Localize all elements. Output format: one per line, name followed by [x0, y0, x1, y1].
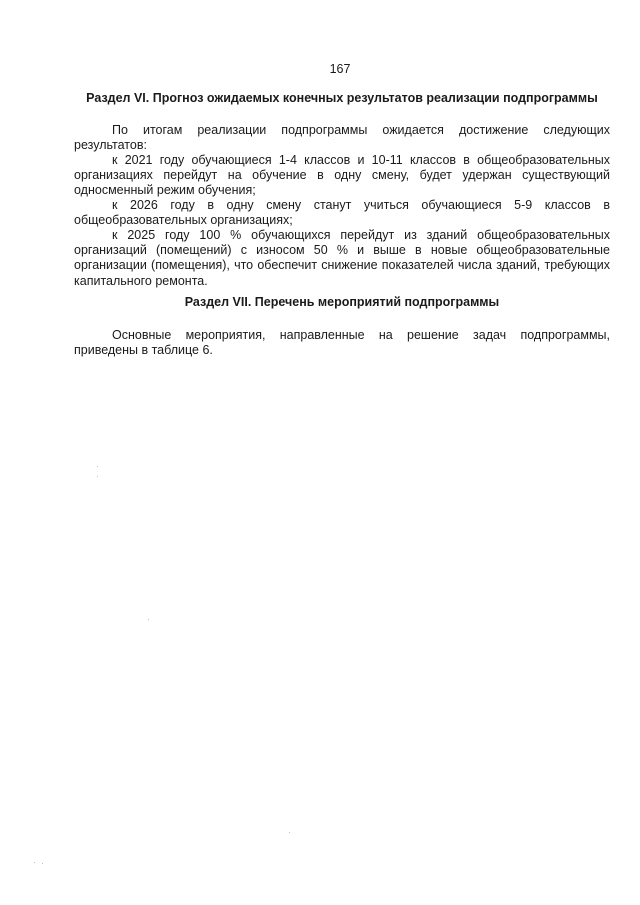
scan-speck [97, 466, 98, 467]
section-6-paragraph-2025: к 2025 году 100 % обучающихся перейдут из зданий общеобразовательных организаций (помещений) с износом 50 % и выше в новые общеобразовательные организации (помещения), что обеспечит снижение показателей числа зданий, требующих капитального ремонта. [74, 228, 610, 288]
section-7-paragraph-main: Основные мероприятия, направленные на решение задач подпрограммы, приведены в таблице 6. [74, 328, 610, 358]
section-6-title: Раздел VI. Прогноз ожидаемых конечных результатов реализации подпрограммы [86, 91, 598, 105]
scan-speck [148, 619, 149, 620]
section-6-paragraph-2021: к 2021 году обучающиеся 1-4 классов и 10-11 классов в общеобразовательных организациях перейдут на обучение в одну смену, будет удержан существующий односменный режим обучения; [74, 153, 610, 198]
scan-speck [34, 862, 35, 863]
page-number: 167 [329, 62, 351, 76]
scan-speck [97, 476, 98, 477]
section-6-paragraph-intro: По итогам реализации подпрограммы ожидается достижение следующих результатов: [74, 123, 610, 153]
section-6-paragraph-2026: к 2026 году в одну смену станут учиться обучающиеся 5-9 классов в общеобразовательных организациях; [74, 198, 610, 228]
scan-speck [42, 863, 43, 864]
section-7-title: Раздел VII. Перечень мероприятий подпрограммы [184, 295, 500, 309]
scan-speck [289, 832, 290, 833]
